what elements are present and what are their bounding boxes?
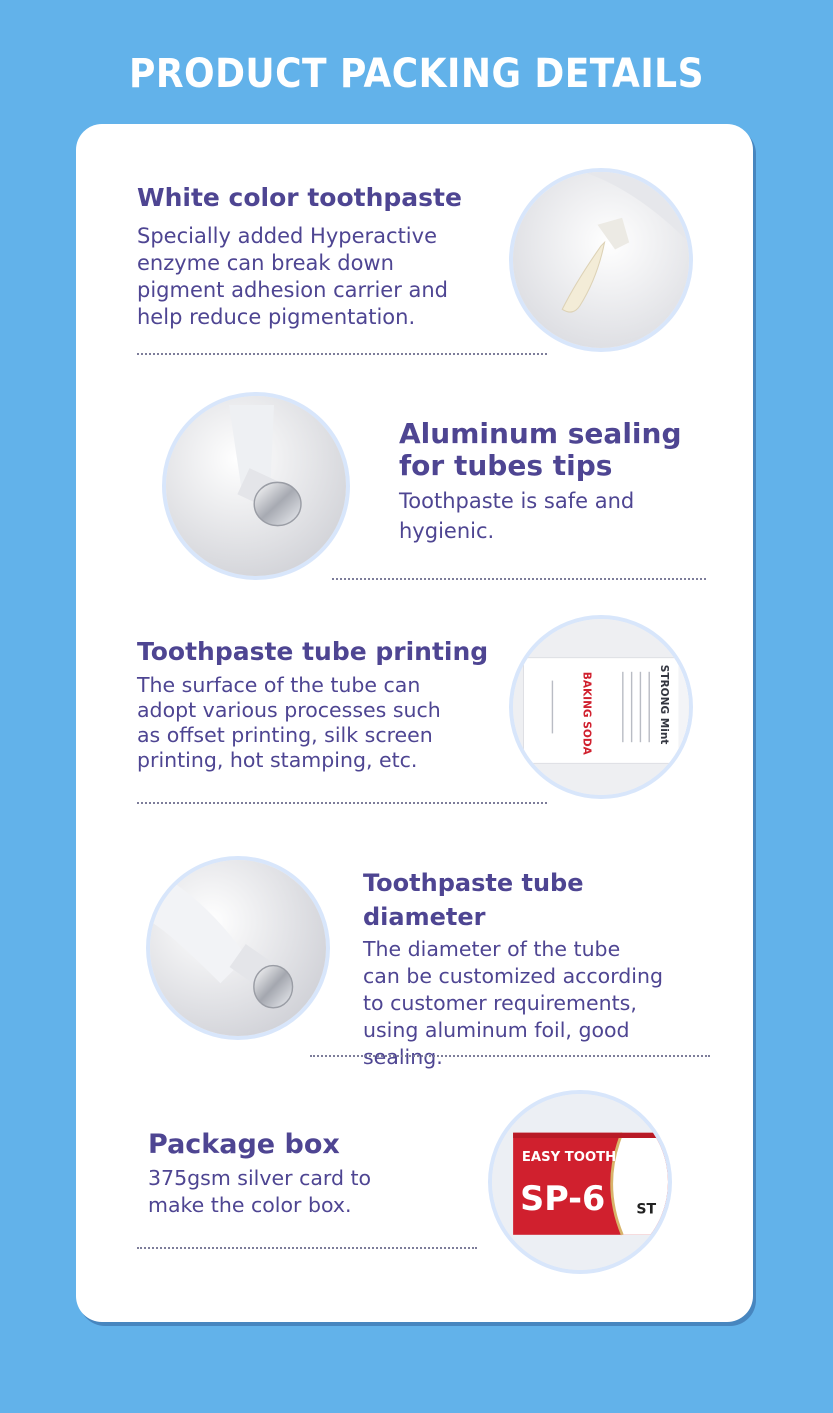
section-line: printing, hot stamping, etc. (137, 748, 418, 772)
section-line: help reduce pigmentation. (137, 305, 416, 329)
section-title: White color toothpaste (137, 183, 462, 212)
box-brand-text: EASY TOOTH (521, 1149, 617, 1165)
section-line: Toothpaste is safe and (399, 489, 635, 513)
divider (137, 802, 547, 804)
section-line: make the color box. (148, 1193, 352, 1217)
section-aluminum-sealing (399, 418, 699, 546)
package-box-photo-icon (488, 1090, 672, 1274)
section-tube-diameter (363, 866, 713, 1071)
section-title: Toothpaste tube printing (137, 637, 489, 666)
section-line: pigment adhesion carrier and (137, 278, 449, 302)
section-line: using aluminum foil, good (363, 1018, 630, 1042)
section-line: 375gsm silver card to (148, 1166, 372, 1190)
tube-brand-text: STRONG Mint (657, 664, 670, 745)
section-tube-printing (137, 635, 507, 773)
details-card (76, 124, 753, 1322)
printed-tube-photo-icon (509, 615, 693, 799)
section-line: to customer requirements, (363, 991, 637, 1015)
section-title: Toothpaste tube diameter (363, 869, 584, 931)
toothpaste-squeeze-photo-icon (509, 168, 693, 352)
section-title: for tubes tips (399, 449, 613, 482)
section-white-toothpaste (137, 181, 517, 331)
section-line: Specially added Hyperactive (137, 224, 437, 248)
section-line: The diameter of the tube (363, 937, 621, 961)
section-line: sealing. (363, 1045, 443, 1069)
divider (137, 1247, 477, 1249)
section-line: as offset printing, silk screen (137, 723, 433, 747)
divider (137, 353, 547, 355)
section-line: can be customized according (363, 964, 664, 988)
section-title: Package box (148, 1129, 340, 1160)
box-model-text: SP-6 (520, 1179, 606, 1219)
section-line: adopt various processes such (137, 698, 441, 722)
page-title: PRODUCT PACKING DETAILS (129, 51, 704, 97)
aluminum-seal-photo-icon (162, 392, 350, 580)
divider (310, 1055, 710, 1057)
section-line: hygienic. (399, 519, 495, 543)
section-line: The surface of the tube can (137, 673, 421, 697)
box-partial-text: ST (636, 1201, 657, 1218)
tube-label-text: BAKING SODA (580, 671, 593, 755)
tube-diameter-photo-icon (146, 856, 330, 1040)
section-line: enzyme can break down (137, 251, 394, 275)
section-package-box (148, 1127, 448, 1219)
section-title: Aluminum sealing (399, 417, 682, 450)
divider (332, 578, 706, 580)
